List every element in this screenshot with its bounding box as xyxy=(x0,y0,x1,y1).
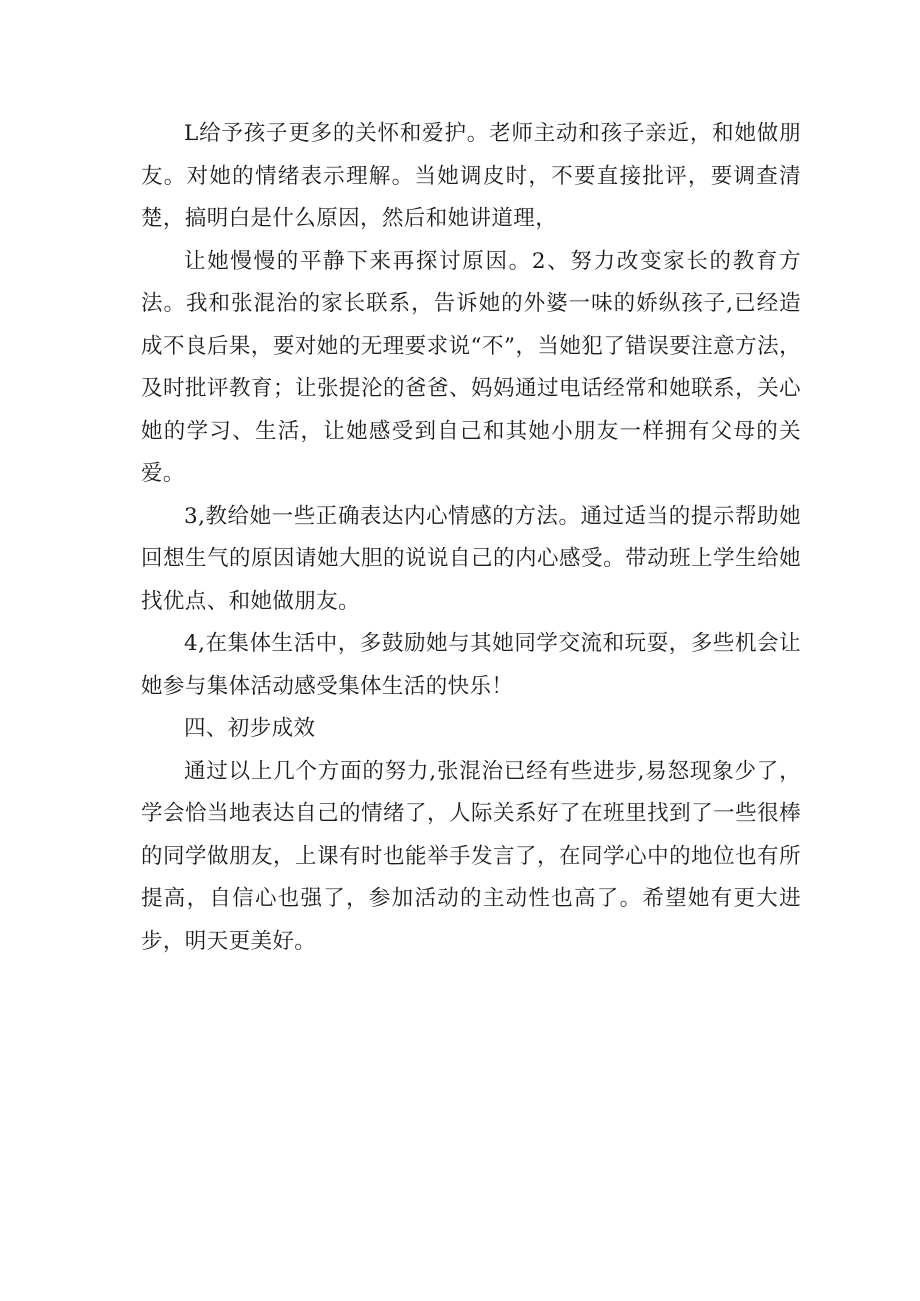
paragraph-parent-education: 让她慢慢的平静下来再探讨原因。2、努力改变家长的教育方法。我和张混治的家长联系，告诉她的外婆一味的娇纵孩子,已经造成不良后果，要对她的无理要求说“不”，当她犯了错误要注意方法，及时批评教育；让张提沦的爸爸、妈妈通过电话经常和她联系，关心她的学习、生活，让她感受到自己和其她小朋友一样拥有父母的关爱。 xyxy=(141,248,801,486)
paragraph-group-life: 4,在集体生活中，多鼓励她与其她同学交流和玩耍，多些机会让她参与集体活动感受集体生活的快乐！ xyxy=(141,631,801,699)
paragraph-results: 通过以上几个方面的努力,张混治已经有些进步,易怒现象少了，学会恰当地表达自己的情绪了，人际关系好了在班里找到了一些很棒的同学做朋友，上课有时也能举手发言了，在同学心中的地位也有所提高，自信心也强了，参加活动的主动性也高了。希望她有更大进步，明天更美好。 xyxy=(141,758,801,954)
paragraph-express-emotions: 3,教给她一些正确表达内心情感的方法。通过适当的提示帮助她回想生气的原因请她大胆的说说自己的内心感受。带动班上学生给她找优点、和她做朋友。 xyxy=(141,503,801,614)
section-heading: 四、初步成效 xyxy=(184,716,316,741)
paragraph-care-and-love: L给予孩子更多的关怀和爱护。老师主动和孩子亲近，和她做朋友。对她的情绪表示理解。当她调皮时，不要直接批评，要调查清楚，搞明白是什么原因，然后和她讲道理， xyxy=(141,121,801,231)
document-body xyxy=(141,113,801,963)
